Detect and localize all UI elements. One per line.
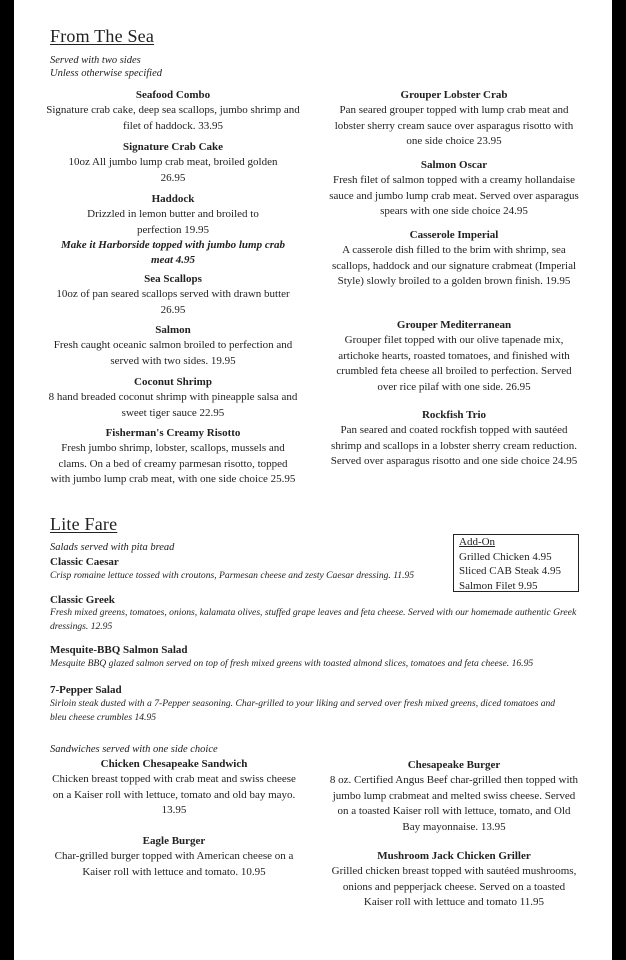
sea-note-unless: Unless otherwise specified	[50, 68, 162, 79]
menu-item-desc: Fresh jumbo shrimp, lobster, scallops, mussels and clams. On a bed of creamy parmesan risotto, topped with jumbo lump crab meat, with one side choice 25.95	[50, 442, 296, 485]
menu-item-name: Rockfish Trio	[421, 409, 487, 421]
menu-item-name: Casserole Imperial	[409, 229, 499, 241]
lite-note-salads: Salads served with pita bread	[50, 542, 175, 553]
menu-item-desc: Char-grilled burger topped with American cheese on a Kaiser roll with lettuce and tomato. 10.95	[54, 850, 294, 878]
menu-item	[46, 834, 302, 880]
add-on-item: Salmon Filet 9.95	[459, 579, 538, 592]
menu-item	[328, 158, 580, 220]
menu-item-name: Chesapeake Burger	[407, 759, 501, 771]
menu-item-name: Salmon	[155, 324, 191, 336]
section-title-from-the-sea: From The Sea	[50, 26, 155, 46]
menu-item-upgrade: Make it Harborside topped with jumbo lump crab meat 4.95	[61, 239, 285, 266]
menu-item-desc: Pan seared grouper topped with lump crab meat and lobster sherry cream sauce over asparagus risotto with one side choice 23.95	[334, 104, 574, 147]
section-title-lite-fare: Lite Fare	[50, 514, 118, 534]
menu-item	[328, 849, 580, 911]
menu-item-desc: Pan seared and coated rockfish topped with sautéed shrimp and scallops in a lobster sherry cream reduction. Served over asparagus risotto and one side choice 24.95	[330, 424, 578, 467]
menu-item-name: Fisherman's Creamy Risotto	[105, 427, 241, 439]
menu-item-name: Coconut Shrimp	[134, 376, 212, 388]
add-on-item: Sliced CAB Steak 4.95	[459, 565, 562, 577]
add-on-title: Add-On	[459, 536, 496, 548]
salad-name: Classic Caesar	[50, 556, 119, 568]
menu-item-desc: Grouper filet topped with our olive tapenade mix, artichoke hearts, roasted tomatoes, and finished with crumbled feta cheese all broiled to perfection. Served over rice pilaf with one side. 26.95	[336, 334, 572, 393]
salad-desc: Sirloin steak dusted with a 7-Pepper seasoning. Char-grilled to your liking and served over fresh mixed greens, diced tomatoes and bleu cheese crumbles 14.95	[50, 698, 556, 723]
menu-item	[46, 757, 302, 819]
menu-item-desc: Fresh caught oceanic salmon broiled to perfection and served with two sides. 19.95	[53, 339, 293, 367]
add-on-item: Grilled Chicken 4.95	[459, 550, 552, 563]
menu-item	[46, 375, 300, 421]
menu-item-name: Mushroom Jack Chicken Griller	[377, 850, 531, 862]
menu-item	[61, 192, 285, 268]
menu-item	[46, 88, 300, 134]
menu-item-desc: Fresh filet of salmon topped with a creamy hollandaise sauce and jumbo lump crab meat. Served over asparagus spears with one side choice 24.95	[329, 174, 579, 217]
menu-item-desc: 8 hand breaded coconut shrimp with pineapple salsa and sweet tiger sauce 22.95	[48, 391, 298, 419]
salad-name: Mesquite-BBQ Salmon Salad	[50, 644, 188, 656]
salad-name: Classic Greek	[50, 594, 115, 606]
menu-item	[46, 272, 300, 318]
menu-item	[328, 318, 580, 395]
menu-item	[48, 426, 298, 488]
sandwich-note: Sandwiches served with one side choice	[50, 744, 218, 755]
menu-item-desc: Drizzled in lemon butter and broiled to perfection 19.95	[87, 208, 259, 236]
salad-desc: Mesquite BBQ glazed salmon served on top of fresh mixed greens with toasted almond slices, tomatoes and feta cheese. 16.95	[50, 658, 534, 669]
menu-item-name: Chicken Chesapeake Sandwich	[100, 758, 248, 770]
menu-item-name: Sea Scallops	[144, 273, 202, 285]
menu-item-desc: Grilled chicken breast topped with sautéed mushrooms, onions and pepperjack cheese. Served on a toasted Kaiser roll with lettuce and tomato 11.95	[331, 865, 577, 908]
salad-desc: Crisp romaine lettuce tossed with croutons, Parmesan cheese and zesty Caesar dressing. 11.95	[50, 570, 415, 581]
menu-page	[14, 0, 612, 960]
menu-item	[328, 88, 580, 150]
menu-item-name: Seafood Combo	[135, 89, 211, 101]
salad-desc: Fresh mixed greens, tomatoes, onions, kalamata olives, stuffed grape leaves and feta cheese. Served with our homemade authentic Greek dressings. 12.95	[50, 607, 577, 632]
menu-item-desc: 10oz of pan seared scallops served with drawn butter 26.95	[56, 288, 290, 316]
menu-item-name: Eagle Burger	[142, 835, 206, 847]
menu-item	[328, 758, 580, 835]
menu-item	[56, 140, 290, 186]
menu-item-desc: 8 oz. Certified Angus Beef char-grilled then topped with jumbo lump crabmeat and melted swiss cheese. Served on a toasted Kaiser roll with lettuce, tomato, and Old Bay mayonnaise. 13.95	[329, 774, 579, 833]
menu-item-desc: Signature crab cake, deep sea scallops, jumbo shrimp and filet of haddock. 33.95	[46, 104, 300, 132]
salad-name: 7-Pepper Salad	[50, 684, 122, 696]
menu-item-desc: A casserole dish filled to the brim with shrimp, sea scallops, haddock and our signature crabmeat (Imperial Style) slowly broiled to a golden brown finish. 19.95	[331, 244, 577, 287]
menu-item-name: Grouper Lobster Crab	[400, 89, 508, 101]
menu-item-name: Haddock	[151, 193, 195, 205]
menu-item-name: Grouper Mediterranean	[396, 319, 512, 331]
menu-item	[328, 228, 580, 290]
add-on-box	[453, 534, 579, 592]
menu-item-desc: Chicken breast topped with crab meat and swiss cheese on a Kaiser roll with lettuce, tomato and old bay mayo. 13.95	[52, 773, 296, 816]
sea-note-sides: Served with two sides	[50, 55, 141, 66]
menu-item	[328, 408, 580, 470]
menu-item-desc: 10oz All jumbo lump crab meat, broiled golden 26.95	[68, 156, 278, 184]
menu-item	[48, 323, 298, 369]
menu-item-name: Signature Crab Cake	[122, 141, 224, 153]
menu-item-name: Salmon Oscar	[420, 159, 488, 171]
